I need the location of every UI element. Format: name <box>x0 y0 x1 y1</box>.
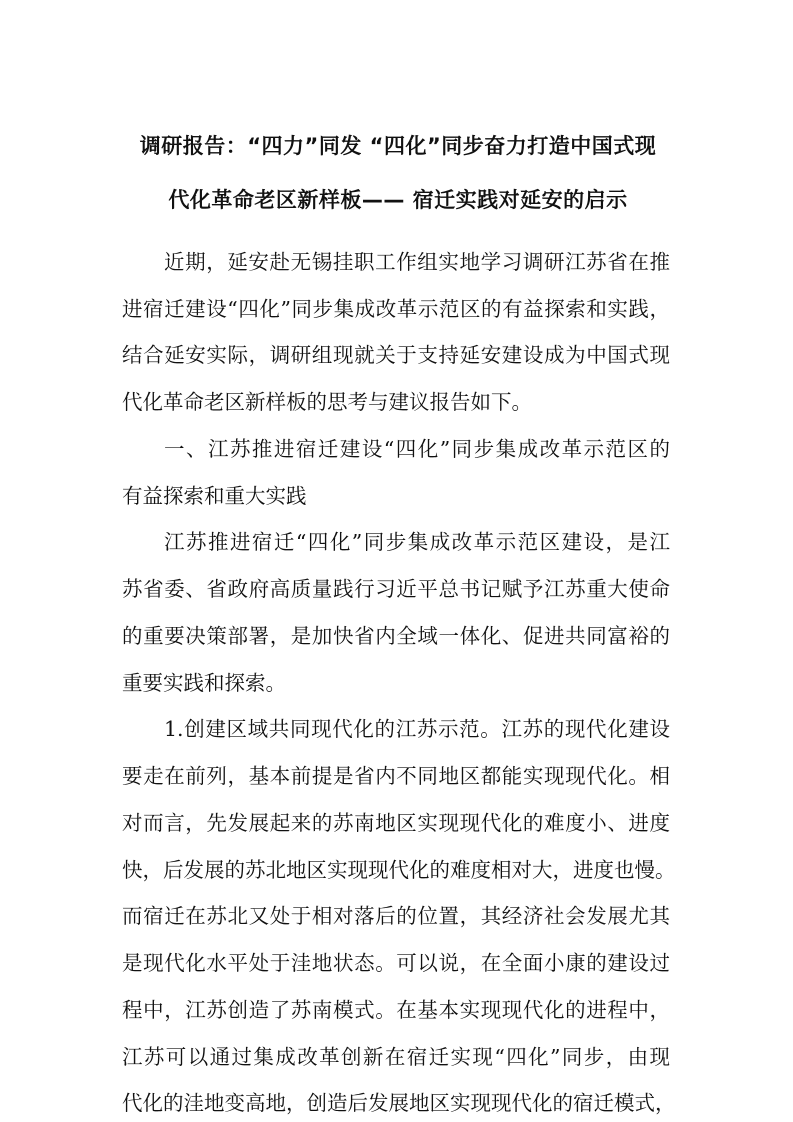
document-title-line-1: 调研报告：“四力”同发 “四化”同步奋力打造中国式现 <box>139 134 657 158</box>
paragraph-line: 进宿迁建设“四化”同步集成改革示范区的有益探索和实践， <box>122 297 670 321</box>
paragraph-line: 代化的洼地变高地，创造后发展地区实现现代化的宿迁模式， <box>122 1091 676 1115</box>
paragraph-line: 1.创建区域共同现代化的江苏示范。江苏的现代化建设 <box>164 717 670 741</box>
section-heading-line: 有益探索和重大实践 <box>122 484 307 508</box>
paragraph-line: 江苏推进宿迁“四化”同步集成改革示范区建设，是江 <box>164 530 670 554</box>
paragraph-line: 重要实践和探索。 <box>122 671 286 695</box>
paragraph-line: 而宿迁在苏北又处于相对落后的位置，其经济社会发展尤其 <box>122 904 670 928</box>
paragraph-line: 对而言，先发展起来的苏南地区实现现代化的难度小、进度 <box>122 811 670 835</box>
paragraph-line: 是现代化水平处于洼地状态。可以说，在全面小康的建设过 <box>122 951 670 975</box>
paragraph-line: 要走在前列，基本前提是省内不同地区都能实现现代化。相 <box>122 764 670 788</box>
paragraph-line: 结合延安实际，调研组现就关于支持延安建设成为中国式现 <box>122 343 670 367</box>
section-heading-line: 一、江苏推进宿迁建设“四化”同步集成改革示范区的 <box>164 437 670 461</box>
paragraph-line: 快，后发展的苏北地区实现现代化的难度相对大，进度也慢。 <box>122 858 676 882</box>
paragraph-line: 江苏可以通过集成改革创新在宿迁实现“四化”同步，由现 <box>122 1045 670 1069</box>
paragraph-line: 程中，江苏创造了苏南模式。在基本实现现代化的进程中， <box>122 998 670 1022</box>
paragraph-line: 的重要决策部署，是加快省内全域一体化、促进共同富裕的 <box>122 624 670 648</box>
paragraph-line: 代化革命老区新样板的思考与建议报告如下。 <box>122 390 532 414</box>
paragraph-line: 近期，延安赴无锡挂职工作组实地学习调研江苏省在推 <box>164 250 670 274</box>
paragraph-line: 苏省委、省政府高质量践行习近平总书记赋予江苏重大使命 <box>122 577 670 601</box>
document-title-line-2: 代化革命老区新样板—— 宿迁实践对延安的启示 <box>168 188 628 212</box>
